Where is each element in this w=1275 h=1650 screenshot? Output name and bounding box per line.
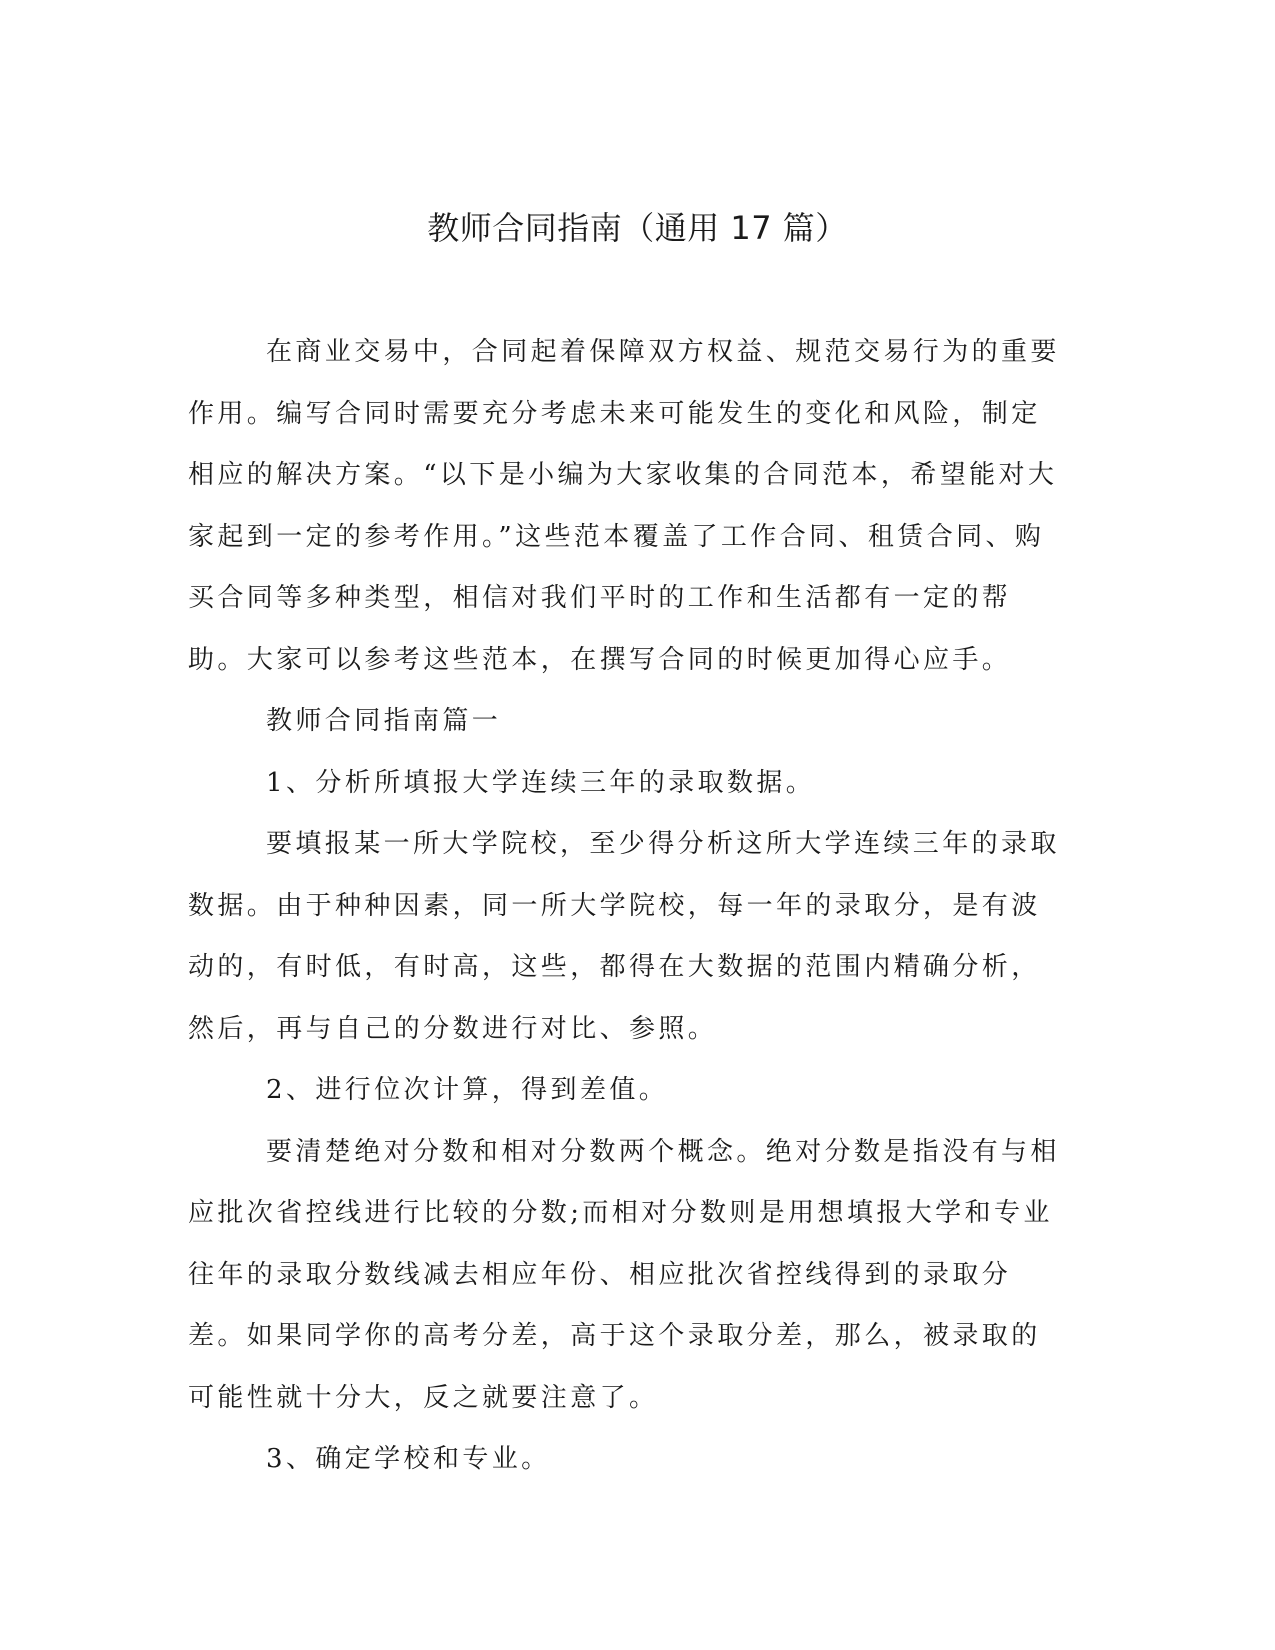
section-heading: 教师合同指南篇一: [266, 706, 502, 736]
intro-paragraph: 在商业交易中，合同起着保障双方权益、规范交易行为的重要作用。编写合同时需要充分考虑未来可能发生的变化和风险，制定相应的解决方案。“以下是小编为大家收集的合同范本，希望能对大家起到一定的参考作用。”这些范本覆盖了工作合同、租赁合同、购买合同等多种类型，相信对我们平时的工作和生活都有一定的帮助。大家可以参考这些范本，在撰写合同的时候更加得心应手。: [188, 337, 1060, 675]
document-title: 教师合同指南（通用 17 篇）: [427, 209, 848, 247]
document-body: [188, 322, 1068, 1491]
list-item-heading: 2、进行位次计算，得到差值。: [266, 1075, 669, 1105]
list-item-heading: 1、分析所填报大学连续三年的录取数据。: [266, 767, 816, 798]
list-item-heading: 3、确定学校和专业。: [266, 1444, 551, 1474]
body-paragraph: 要清楚绝对分数和相对分数两个概念。绝对分数是指没有与相应批次省控线进行比较的分数;而相对分数则是用想填报大学和专业往年的录取分数线减去相应年份、相应批次省控线得到的录取分差。如果同学你的高考分差，高于这个录取分差，那么，被录取的可能性就十分大，反之就要注意了。: [188, 1136, 1060, 1413]
body-paragraph: 要填报某一所大学院校，至少得分析这所大学连续三年的录取数据。由于种种因素，同一所大学院校，每一年的录取分，是有波动的，有时低，有时高，这些，都得在大数据的范围内精确分析，然后，再与自己的分数进行对比、参照。: [188, 829, 1060, 1044]
